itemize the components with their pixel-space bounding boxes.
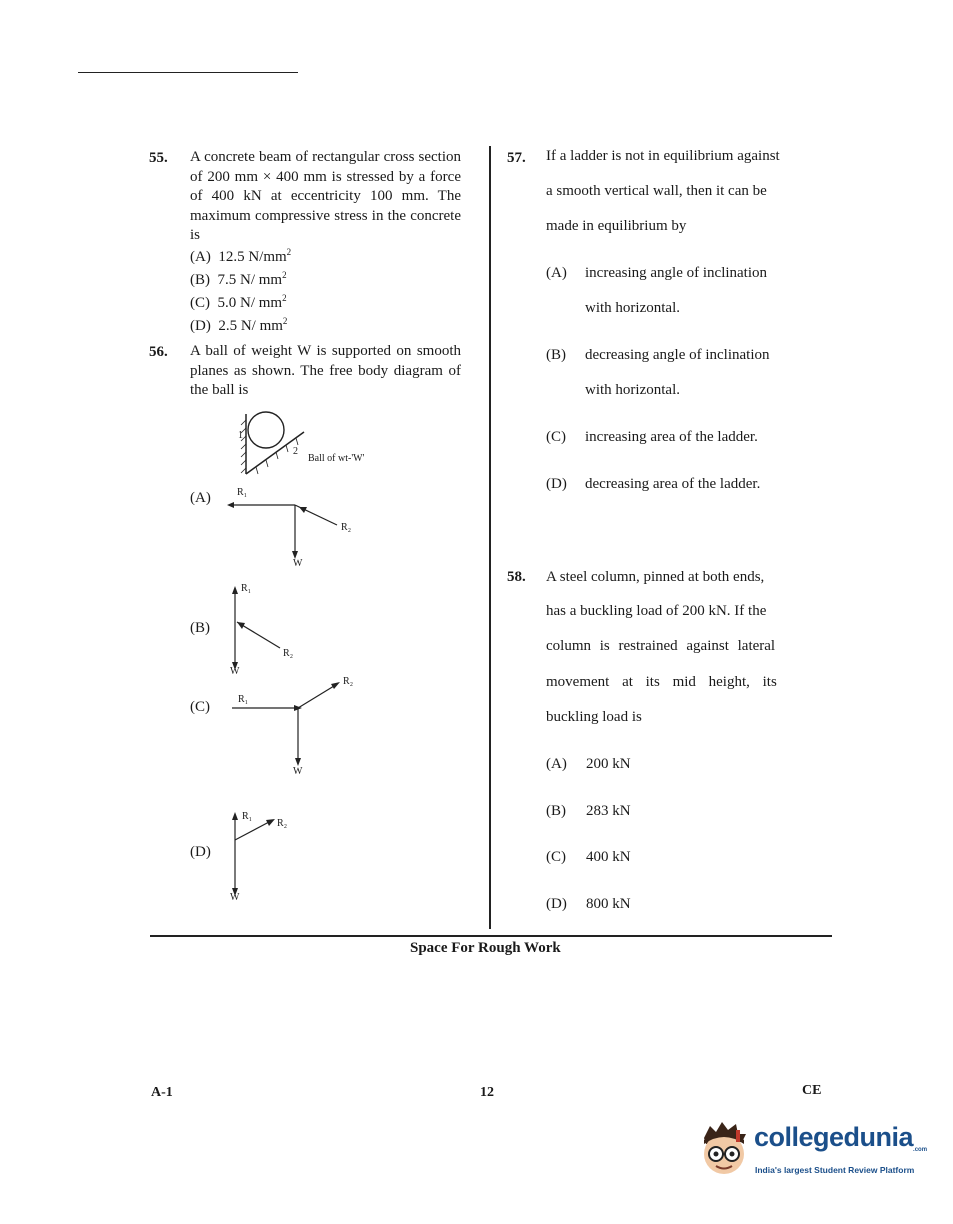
logo-wordmark: collegedunia.com: [754, 1122, 928, 1153]
fbd-a-r2: R₂: [341, 522, 352, 533]
option-d[interactable]: (D): [190, 844, 211, 860]
fbd-b-r2: R₂: [283, 648, 294, 659]
option-a[interactable]: (A): [190, 490, 211, 506]
ball-figure: [236, 408, 396, 480]
page-number: 12: [480, 1085, 494, 1100]
fbd-d-r1: R₁: [242, 811, 253, 822]
fbd-c-w: W: [293, 766, 303, 777]
fbd-a: [225, 495, 355, 565]
option-c[interactable]: (C) 5.0 N/ $mm^2$: [190, 293, 287, 311]
stem-line-2: has a buckling load of 200 kN. If the: [546, 603, 767, 619]
figure-label-1: 1: [238, 430, 243, 441]
fbd-d-r2: R₂: [277, 818, 288, 829]
fbd-a-w: W: [293, 558, 303, 569]
stem-line-1: If a ladder is not in equilibrium against: [546, 148, 780, 164]
question-number: 57.: [507, 150, 526, 166]
fbd-b-w: W: [230, 666, 240, 677]
option-d[interactable]: (D) 2.5 N/ $mm^2$: [190, 316, 288, 334]
rough-work-label: Space For Rough Work: [410, 940, 561, 956]
stem-line-3: made in equilibrium by: [546, 218, 687, 234]
mascot-icon: [696, 1120, 752, 1182]
stem-line-4: movement at its mid height, its: [546, 674, 777, 690]
fbd-c-r2: R₂: [343, 676, 354, 687]
logo-tagline: India's largest Student Review Platform: [755, 1165, 915, 1175]
column-divider: [489, 146, 491, 929]
figure-label-2: 2: [293, 446, 298, 457]
figure-caption: Ball of wt-'W': [308, 453, 365, 464]
question-stem: A ball of weight W is supported on smooth planes as shown. The free body diagram of the ball is: [190, 343, 461, 398]
option-a[interactable]: (A) 12.5 $N/mm^2$: [190, 247, 292, 265]
option-c[interactable]: (C): [190, 699, 210, 715]
stem-line-3: column is restrained against lateral: [546, 638, 776, 654]
question-number: 56.: [149, 344, 168, 360]
option-b[interactable]: (B) 7.5 N/ $mm^2$: [190, 270, 287, 288]
footer-left: A-1: [151, 1085, 173, 1100]
option-b[interactable]: (B): [190, 620, 210, 636]
footer-right: CE: [802, 1083, 822, 1098]
collegedunia-logo[interactable]: [696, 1118, 928, 1184]
fbd-d-w: W: [230, 892, 240, 903]
stem-line-5: buckling load is: [546, 709, 642, 725]
question-number: 55.: [149, 150, 168, 166]
fbd-c-r1: R₁: [238, 694, 249, 705]
fbd-b-r1: R₁: [241, 583, 252, 594]
stem-line-1: A steel column, pinned at both ends,: [546, 569, 765, 585]
fbd-b: [225, 584, 295, 674]
fbd-a-r1: R₁: [237, 487, 248, 498]
rough-work-rule: [150, 935, 832, 937]
stem-line-2: a smooth vertical wall, then it can be: [546, 183, 767, 199]
question-number: 58.: [507, 569, 526, 585]
question-stem: A concrete beam of rectangular cross section of 200 mm × 400 mm is stressed by a force of 400 kN at eccentricity 100 mm. The maximum compressive stress in the concrete is: [190, 149, 461, 243]
top-rule: [78, 72, 298, 73]
